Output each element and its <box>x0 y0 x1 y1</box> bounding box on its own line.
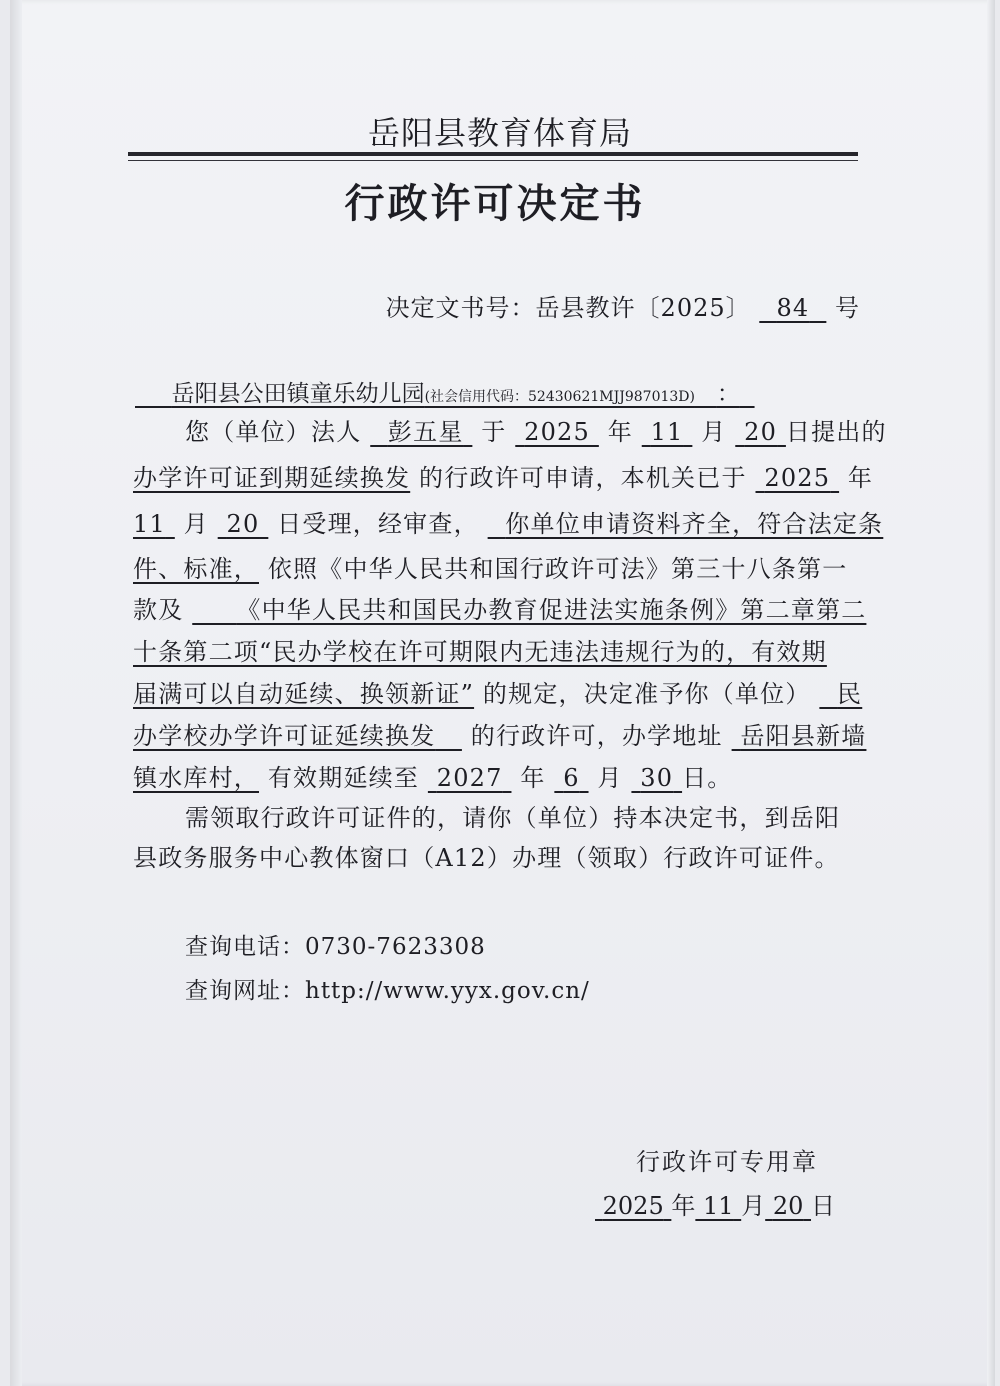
body-line-2: 办学许可证到期延续换发 的行政许可申请，本机关已于 2025 年 <box>133 464 874 492</box>
phone-label: 查询电话： <box>185 934 305 960</box>
apply-day: 20 <box>744 418 778 446</box>
header-rule-thick <box>128 152 858 156</box>
notice-line-1: 需领取行政许可证件的，请你（单位）持本决定书，到岳阳 <box>185 804 841 832</box>
school-address: 岳阳县新墙 <box>740 722 867 750</box>
document-number-suffix: 号 <box>835 294 860 322</box>
valid-year: 2027 <box>436 764 503 792</box>
body-line-6 <box>133 632 827 667</box>
notice-line-2: 县政务服务中心教体窗口（A12）办理（领取）行政许可证件。 <box>133 844 840 872</box>
body-line-9: 镇水库村， 有效期延续至 2027 年 6 月 30 日。 <box>133 764 733 792</box>
legal-basis-cont: 十条第二项“民办学校在许可期限内无违法违规行为的，有效期 <box>133 638 827 666</box>
valid-month: 6 <box>563 764 580 792</box>
phone-number: 0730-7623308 <box>305 934 486 960</box>
signature-date: 2025 年 11 月 20 日 <box>595 1186 835 1221</box>
apply-year: 2025 <box>524 418 590 446</box>
legal-basis-end: 届满可以自动延续、换领新证” <box>133 680 475 708</box>
review-result-cont: 件、标准， <box>133 555 259 583</box>
document-number <box>386 288 860 323</box>
legal-basis: 《中华人民共和国民办教育促进法实施条例》第二章第二 <box>236 596 867 624</box>
body-line-3: 11 月 20 日受理，经审查， 你单位申请资料齐全，符合法定条 <box>133 510 884 538</box>
recipient-credit-code: (社会信用代码：52430621MJJ987013D) <box>424 389 695 405</box>
body-line-8: 办学校办学许可证延续换发 的行政许可，办学地址 岳阳县新墙 <box>133 722 867 750</box>
body-line-4: 件、标准， 依照《中华人民共和国行政许可法》第三十八条第一 <box>133 555 848 583</box>
body-line-5: 款及 《中华人民共和国民办教育促进法实施条例》第二章第二 <box>133 596 867 624</box>
recipient-name: 岳阳县公田镇童乐幼儿园 <box>171 381 425 407</box>
sign-year: 2025 <box>602 1192 664 1220</box>
header-rule-thin <box>128 160 858 161</box>
apply-month: 11 <box>650 418 684 446</box>
body-line-1: 您（单位）法人 彭五星 于 2025 年 11 月 20 日提出的 <box>185 418 887 446</box>
accept-day: 20 <box>226 510 260 538</box>
accept-month: 11 <box>133 510 166 538</box>
document-number-value: 84 <box>776 294 810 322</box>
recipient-line <box>135 375 755 408</box>
website-label: 查询网址： <box>185 978 305 1004</box>
website-url: http://www.yyx.gov.cn/ <box>305 978 590 1004</box>
legal-person: 彭五星 <box>387 418 464 446</box>
permit-item: 民 <box>837 680 863 708</box>
application-item: 办学许可证到期延续换发 <box>133 464 411 492</box>
review-result: 你单位申请资料齐全，符合法定条 <box>505 510 884 538</box>
contact-website <box>185 972 590 1005</box>
contact-phone <box>185 928 486 961</box>
sign-month: 11 <box>703 1192 734 1220</box>
accept-year: 2025 <box>764 464 831 492</box>
document-number-label: 决定文书号：岳县教许〔2025〕 <box>385 294 751 322</box>
body-line-7: 届满可以自动延续、换领新证” 的规定，决定准予你（单位） 民 <box>133 680 863 708</box>
permit-item-cont: 办学校办学许可证延续换发 <box>133 722 436 750</box>
stamp-label: 行政许可专用章 <box>636 1148 818 1176</box>
document-title: 行政许可决定书 <box>344 180 646 227</box>
sign-day: 20 <box>772 1192 804 1220</box>
recipient-underline: 岳阳县公田镇童乐幼儿园(社会信用代码：52430621MJJ987013D) ： <box>171 381 740 407</box>
issuing-agency: 岳阳县教育体育局 <box>367 114 632 152</box>
school-address-cont: 镇水库村， <box>133 764 259 792</box>
valid-day: 30 <box>640 764 674 792</box>
